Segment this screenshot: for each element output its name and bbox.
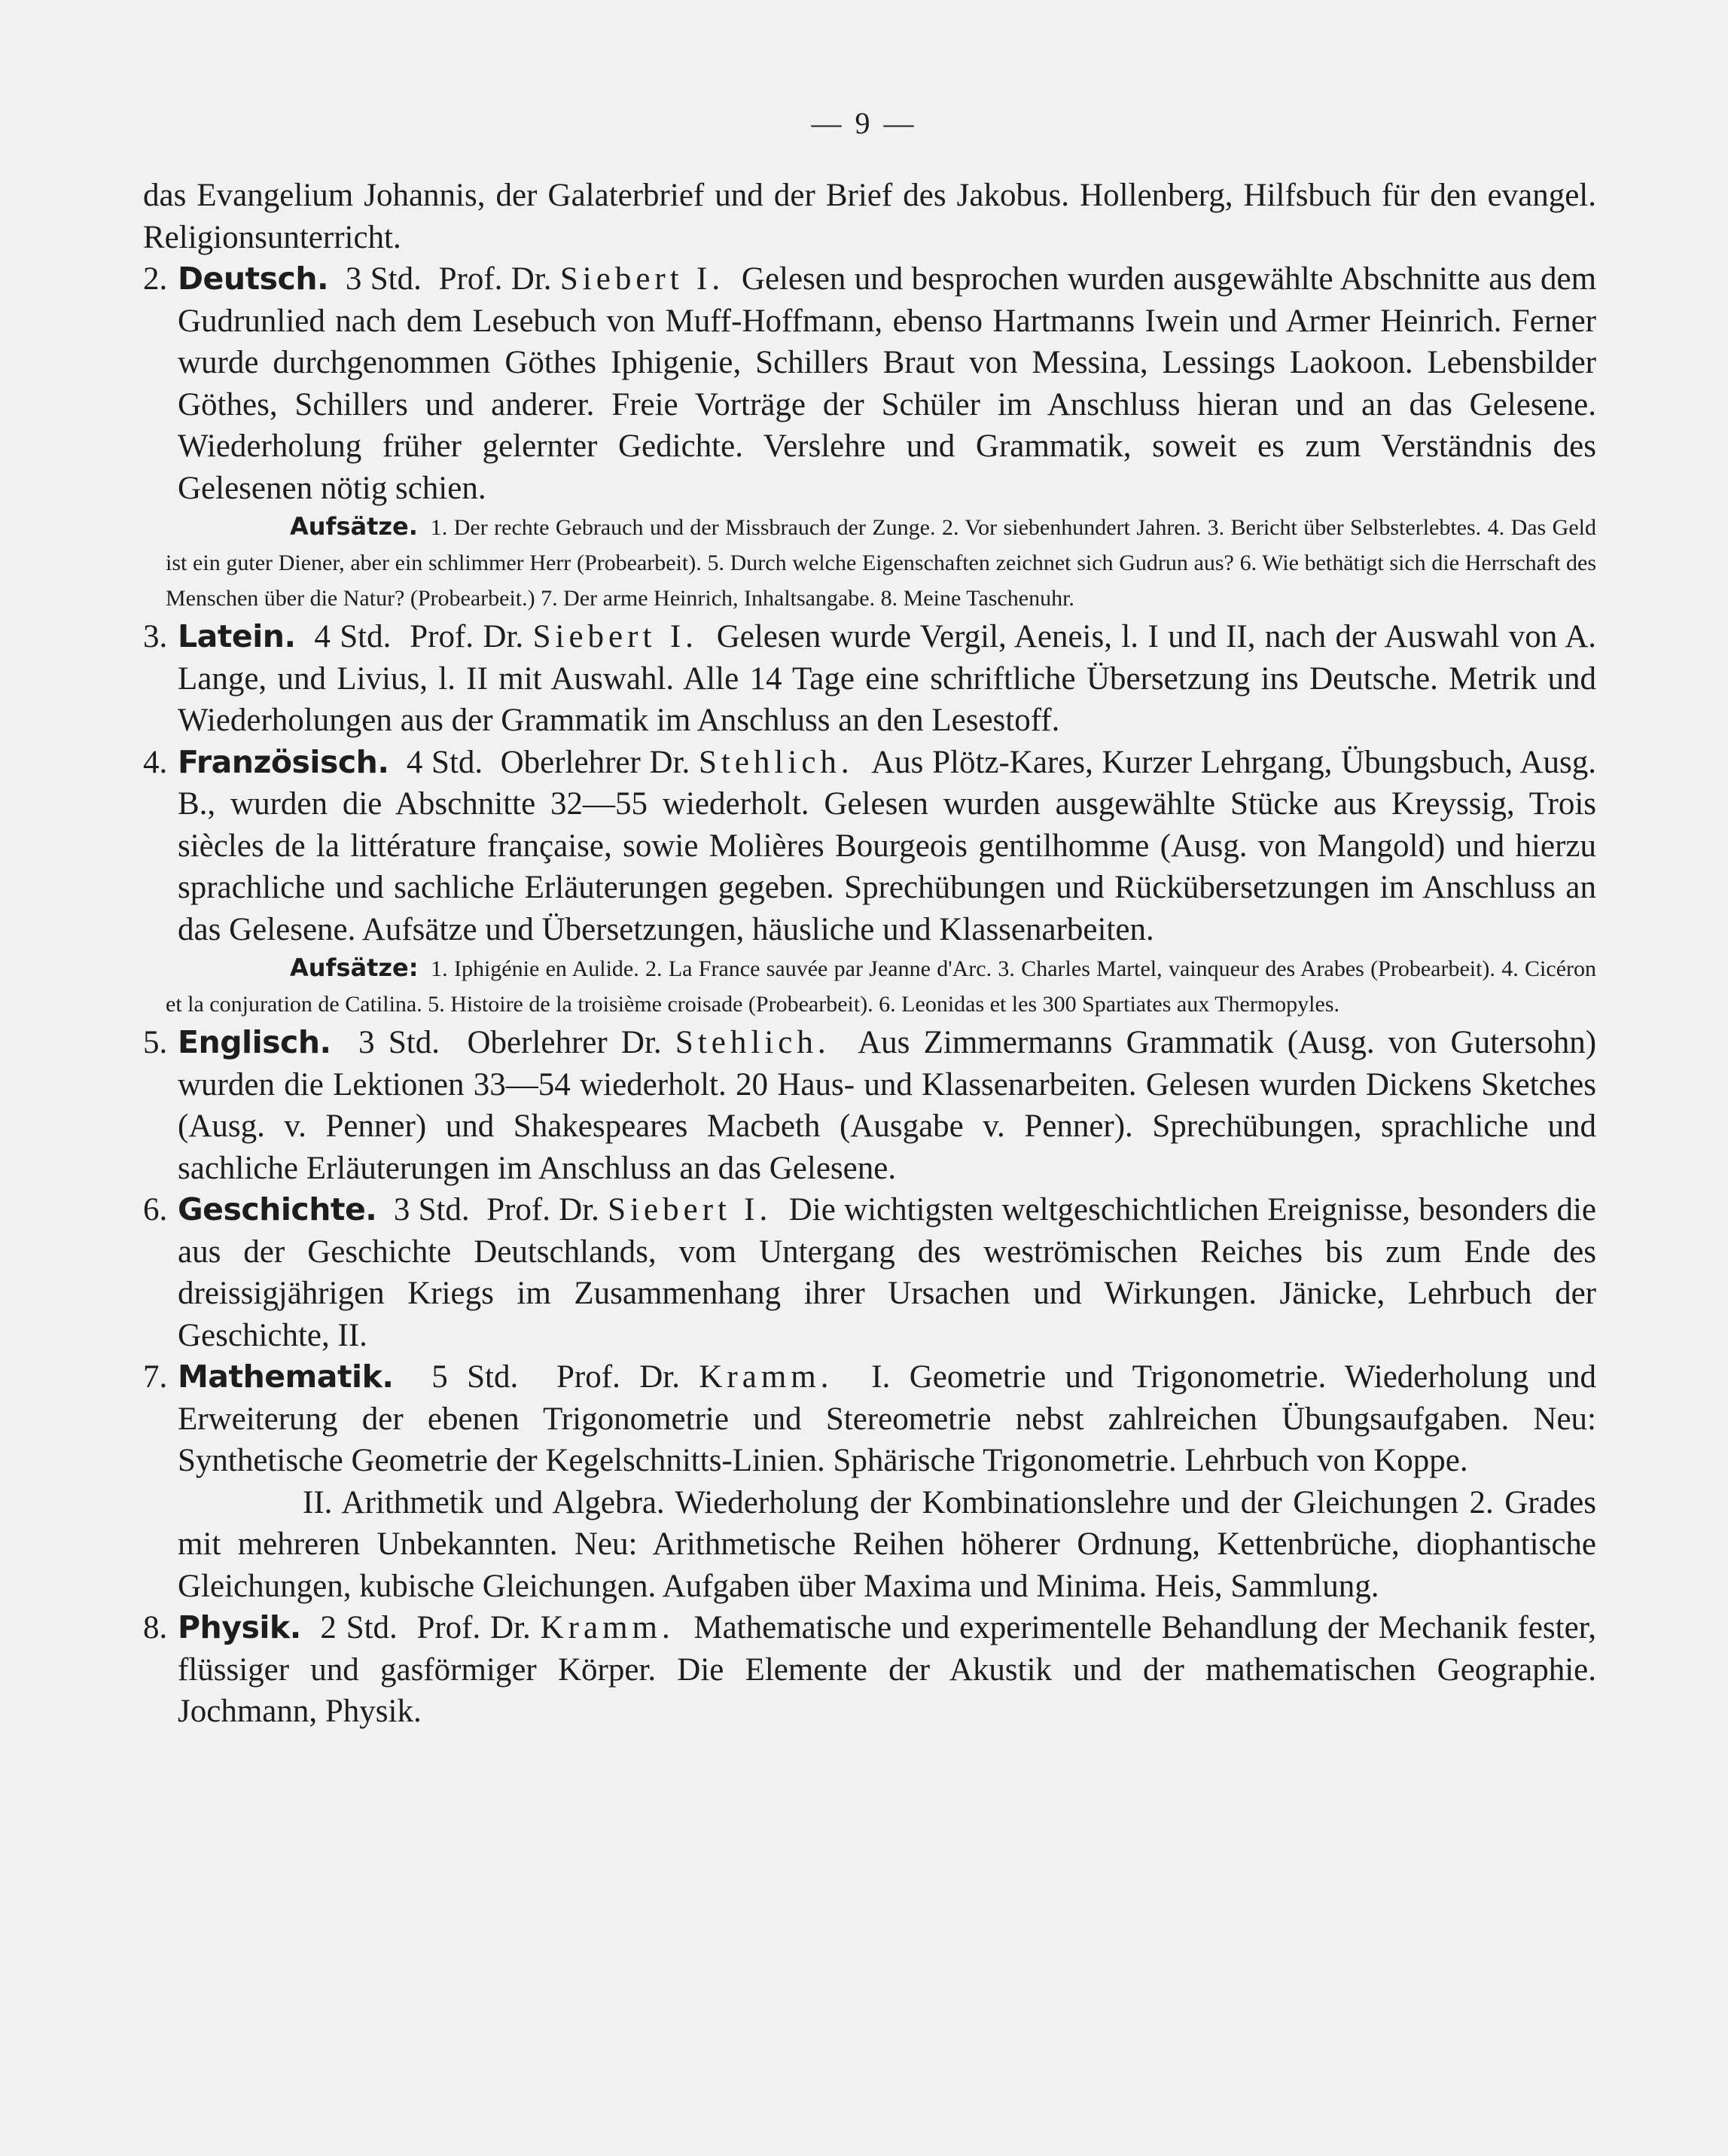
item-number: 5. [143,1025,168,1060]
hours: 3 Std. [393,1192,470,1227]
hours: 2 Std. [320,1610,398,1645]
teacher-name: Siebert I. [559,261,725,297]
section-physik [143,1607,1596,1733]
teacher-title: Prof. Dr. [410,619,524,654]
document-body [143,175,1596,1733]
page-number: — 9 — [811,106,917,140]
essays-list: 1. Iphigénie en Aulide. 2. La France sauvée par Jeanne d'Arc. 3. Charles Martel, vainqueur des Arabes (Probearbeit). 4. Cicéron et la conjuration de Catilina. 5. Histoire de la troisième croisade (Probearbeit). 6. Leonidas et les 300 Spartiates aux Thermopyles. [166,956,1597,1017]
section-geschichte [143,1189,1596,1356]
teacher-name: Siebert I. [608,1192,773,1227]
section-franzoesisch [143,742,1596,951]
teacher-title: Prof. Dr. [416,1610,531,1645]
subject-heading: Französisch. [178,743,389,780]
section-text: Aus Plötz-Kares, Kurzer Lehrgang, Übungsbuch, Ausg. B., wurden die Abschnitte 32—55 wiederholt. Gelesen wurden ausgewählte Stücke aus Kreyssig, Trois siècles de la littérature française, sowie Molières Bourgeois gentilhomme (Ausg. von Mangold) und hierzu sprachliche und sachliche Erläuterungen gegeben. Sprechübungen und Rückübersetzungen im Anschluss an das Gelesene. Aufsätze und Übersetzungen, häusliche und Klassenarbeiten. [178,744,1597,947]
section-englisch [143,1022,1596,1189]
hours: 4 Std. [314,619,392,654]
intro-paragraph: das Evangelium Johannis, der Galaterbrief und der Brief des Jakobus. Hollenberg, Hilfsbuch für den evangel. Religionsunterricht. [143,178,1596,255]
item-number: 8. [143,1610,168,1645]
subject-heading: Deutsch. [178,261,329,297]
item-number: 2. [143,261,168,297]
item-number: 4. [143,744,168,780]
section-mathematik-part-two: II. Arithmetik und Algebra. Wiederholung der Kombinationslehre und der Gleichungen 2. Grades mit mehreren Unbekannten. Neu: Arithmetische Reihen höherer Ordnung, Kettenbrüche, diophantische Gleichungen, kubische Gleichungen. Aufgaben über Maxima und Minima. Heis, Sammlung. [178,1484,1596,1604]
section-mathematik [143,1356,1596,1482]
essay-topics-franzoesisch [143,950,1596,1022]
section-text: Gelesen und besprochen wurden ausgewählte Abschnitte aus dem Gudrunlied nach dem Lesebuch von Muff-Hoffmann, ebenso Hartmanns Iwein und Armer Heinrich. Ferner wurde durchgenommen Göthes Iphigenie, Schillers Braut von Messina, Lessings Laokoon. Lebensbilder Göthes, Schillers und anderer. Freie Vorträge der Schüler im Anschluss hieran und an das Gelesene. Wiederholung früher gelernter Gedichte. Verslehre und Grammatik, soweit es zum Verständnis des Gelesenen nötig schien. [178,261,1597,506]
essay-topics-deutsch [143,509,1596,616]
teacher-name: Kramm. [699,1359,834,1395]
teacher-title: Prof. Dr. [486,1192,599,1227]
section-text: I. Geometrie und Trigonometrie. Wiederholung und Erweiterung der ebenen Trigonometrie und Stereometrie nebst zahlreichen Übungsaufgaben. Neu: Synthetische Geometrie der Kegelschnitts-Linien. Sphärische Trigonometrie. Lehrbuch von Koppe. [178,1359,1597,1478]
essays-label: Aufsätze: [290,953,419,982]
section-text: Mathematische und experimentelle Behandlung der Mechanik fester, flüssiger und gasförmiger Körper. Die Elemente der Akustik und der mathematischen Geographie. Jochmann, Physik. [178,1610,1597,1729]
essays-label: Aufsätze. [290,512,418,541]
hours: 5 Std. [431,1359,519,1395]
section-deutsch [143,258,1596,509]
essays-list: 1. Der rechte Gebrauch und der Missbrauch der Zunge. 2. Vor siebenhundert Jahren. 3. Bericht über Selbsterlebtes. 4. Das Geld ist ein guter Diener, aber ein schlimmer Herr (Probearbeit). 5. Durch welche Eigenschaften zeichnet sich Gudrun aus? 6. Wie bethätigt sich die Herrschaft des Menschen über die Natur? (Probearbeit.) 7. Der arme Heinrich, Inhaltsangabe. 8. Meine Taschenuhr. [166,515,1596,611]
subject-heading: Geschichte. [178,1191,377,1227]
teacher-name: Siebert I. [532,619,698,654]
section-latein [143,616,1596,742]
teacher-name: Stehlich. [675,1025,830,1060]
item-number: 6. [143,1192,168,1227]
section-text: Gelesen wurde Vergil, Aeneis, l. I und II, nach der Auswahl von A. Lange, und Livius, l. II mit Auswahl. Alle 14 Tage eine schriftliche Übersetzung ins Deutsche. Metrik und Wiederholungen aus der Grammatik im Anschluss an den Lesestoff. [178,619,1597,738]
section-text: Aus Zimmermanns Grammatik (Ausg. von Gutersohn) wurden die Lektionen 33—54 wiederholt. 20 Haus- und Klassenarbeiten. Gelesen wurden Dickens Sketches (Ausg. v. Penner) und Shakespeares Macbeth (Ausgabe v. Penner). Sprechübungen, sprachliche und sachliche Erläuterungen im Anschluss an das Gelesene. [178,1025,1597,1186]
teacher-title: Prof. Dr. [438,261,552,297]
item-number: 3. [143,619,168,654]
subject-heading: Englisch. [178,1024,331,1060]
hours: 3 Std. [345,261,422,297]
subject-heading: Latein. [178,618,296,654]
teacher-name: Kramm. [540,1610,675,1645]
subject-heading: Physik. [178,1609,301,1645]
teacher-title: Oberlehrer Dr. [500,744,690,780]
hours: 4 Std. [406,744,483,780]
item-number: 7. [143,1359,168,1395]
teacher-title: Prof. Dr. [556,1359,680,1395]
section-text: Die wichtigsten weltgeschichtlichen Ereignisse, besonders die aus der Geschichte Deutschlands, vom Untergang des weströmischen Reiches bis zum Ende des dreissigjährigen Kriegs im Zusammenhang ihrer Ursachen und Wirkungen. Jänicke, Lehrbuch der Geschichte, II. [178,1192,1596,1353]
hours: 3 Std. [358,1025,440,1060]
teacher-title: Oberlehrer Dr. [467,1025,662,1060]
teacher-name: Stehlich. [698,744,854,780]
subject-heading: Mathematik. [178,1359,394,1395]
